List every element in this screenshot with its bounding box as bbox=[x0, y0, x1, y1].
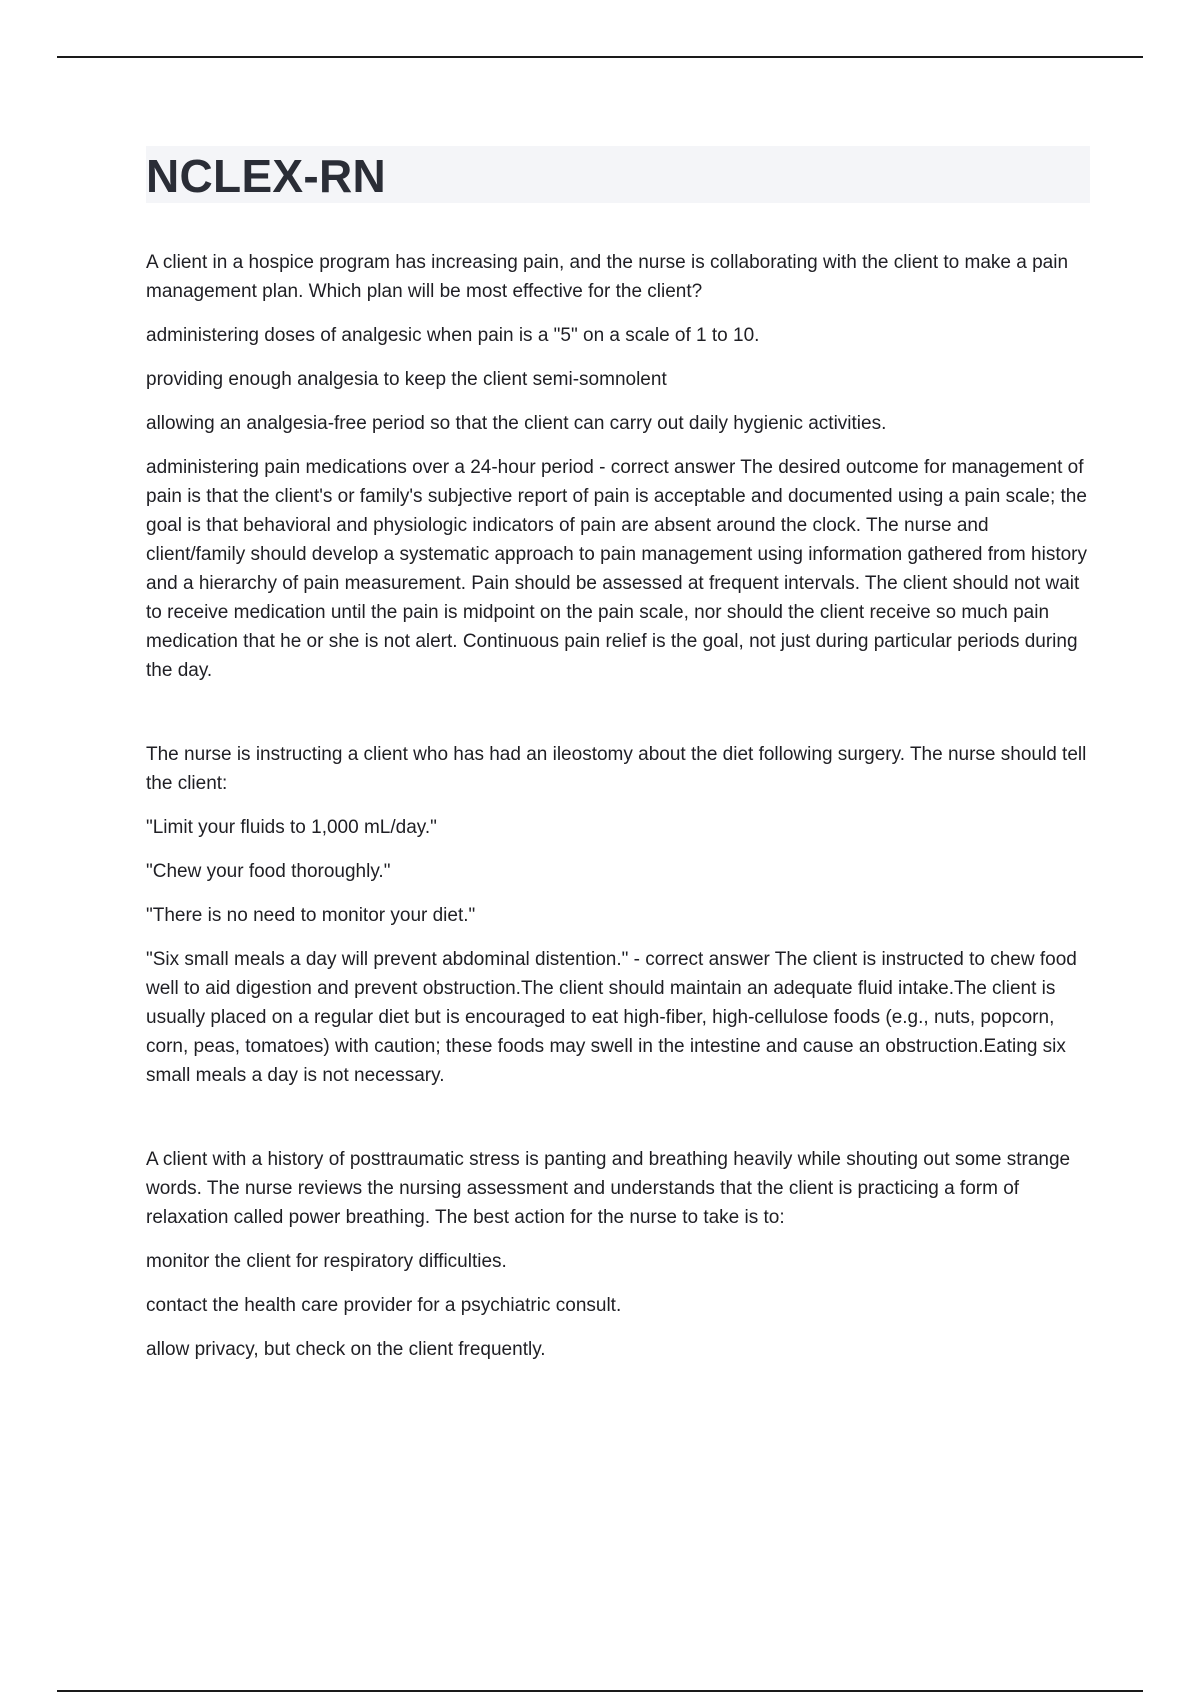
answer-option: allowing an analgesia-free period so that the client can carry out daily hygienic activities. bbox=[146, 413, 887, 434]
answer-option: administering doses of analgesic when pain is a "5" on a scale of 1 to 10. bbox=[146, 325, 760, 346]
document-body bbox=[146, 146, 1090, 1364]
answer-option: providing enough analgesia to keep the client semi-somnolent bbox=[146, 369, 667, 390]
footer-rule bbox=[57, 1690, 1143, 1692]
page-title: NCLEX-RN bbox=[146, 149, 387, 202]
question-stem: The nurse is instructing a client who has had an ileostomy about the diet following surgery. The nurse should tell the client: bbox=[146, 744, 1087, 794]
question-block-2 bbox=[146, 740, 1090, 1090]
answer-option-with-rationale: "Six small meals a day will prevent abdominal distention." - correct answer The client is instructed to chew food well to aid digestion and prevent obstruction.The client should maintain an adequate fluid intake.The client is usually placed on a regular diet but is encouraged to eat high-fiber, high-cellulose foods (e.g., nuts, popcorn, corn, peas, tomatoes) with caution; these foods may swell in the intestine and cause an obstruction.Eating six small meals a day is not necessary. bbox=[146, 949, 1077, 1086]
question-block-3 bbox=[146, 1145, 1090, 1364]
answer-option: monitor the client for respiratory difficulties. bbox=[146, 1251, 507, 1272]
answer-option-with-rationale: administering pain medications over a 24-hour period - correct answer The desired outcome for management of pain is that the client's or family's subjective report of pain is acceptable and documented using a pain scale; the goal is that behavioral and physiologic indicators of pain are absent around the clock. The nurse and client/family should develop a systematic approach to pain management using information gathered from history and a hierarchy of pain measurement. Pain should be assessed at frequent intervals. The client should not wait to receive medication until the pain is midpoint on the pain scale, nor should the client receive so much pain medication that he or she is not alert. Continuous pain relief is the goal, not just during particular periods during the day. bbox=[146, 457, 1088, 681]
answer-option: "There is no need to monitor your diet." bbox=[146, 905, 476, 926]
answer-option: "Chew your food thoroughly." bbox=[146, 861, 391, 882]
question-stem: A client in a hospice program has increasing pain, and the nurse is collaborating with the client to make a pain management plan. Which plan will be most effective for the client? bbox=[146, 252, 1069, 302]
answer-option: "Limit your fluids to 1,000 mL/day." bbox=[146, 817, 437, 838]
question-block-1 bbox=[146, 248, 1090, 685]
header-rule bbox=[57, 56, 1143, 58]
title-banner bbox=[146, 146, 1090, 203]
answer-option: allow privacy, but check on the client frequently. bbox=[146, 1339, 546, 1360]
answer-option: contact the health care provider for a psychiatric consult. bbox=[146, 1295, 622, 1316]
question-stem: A client with a history of posttraumatic stress is panting and breathing heavily while shouting out some strange words. The nurse reviews the nursing assessment and understands that the client is practicing a form of relaxation called power breathing. The best action for the nurse to take is to: bbox=[146, 1149, 1071, 1228]
